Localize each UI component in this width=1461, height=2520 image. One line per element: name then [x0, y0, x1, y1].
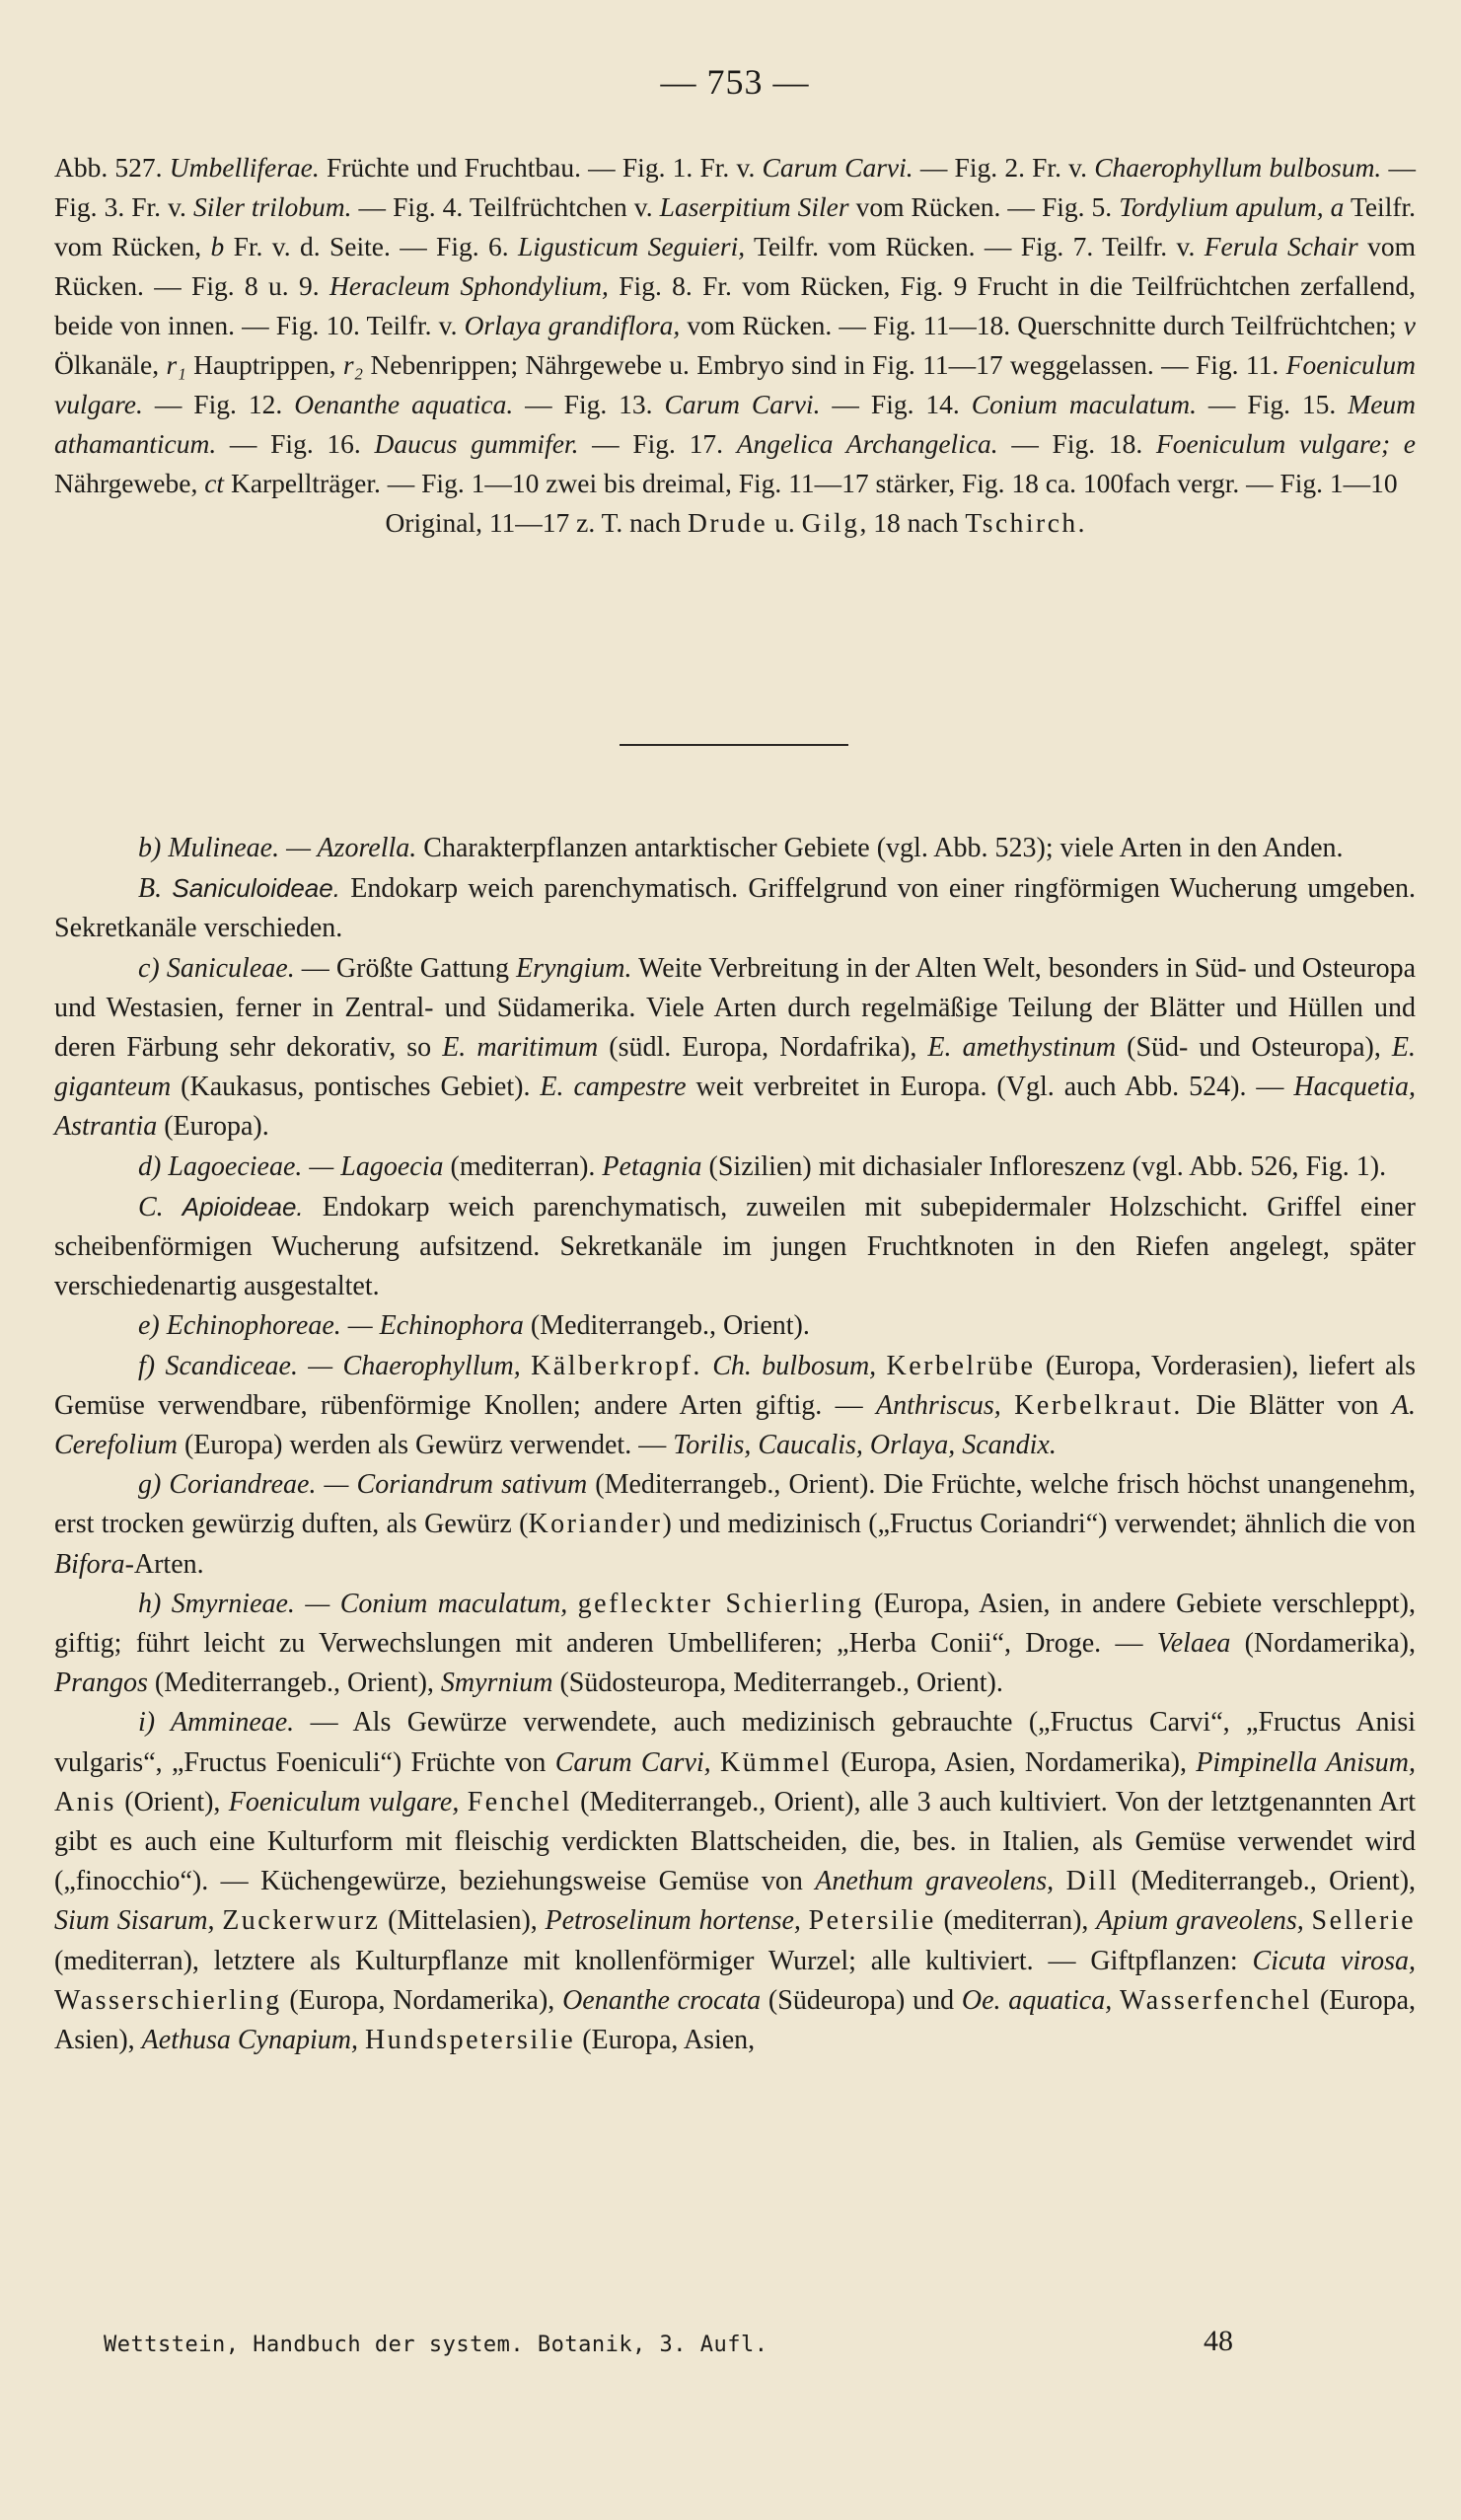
italic-term: Foeniculum vulgare,: [228, 1786, 460, 1817]
italic-term: Petagnia: [602, 1150, 702, 1182]
italic-term: v: [1403, 310, 1416, 340]
italic-term: b) Mulineae. — Azorella.: [138, 833, 417, 863]
italic-term: Siler trilobum.: [192, 191, 352, 222]
italic-term: Oenanthe crocata: [562, 1984, 762, 2016]
paragraph-saniculeae: c) Saniculeae. — Größte Gattung Eryngium. Weite Verbreitung in der Alten Welt, besonders in Süd- und Osteuropa und Westasien, ferner in Zentral- und Südamerika. Viele Arten durch regelmäßige Teilung der Blätter und Hüllen und deren Färbung sehr dekorativ, so E. maritimum (südl. Europa, Nordafrika), E. amethystinum (Süd- und Osteuropa), E. giganteum (Kaukasus, pontisches Gebiet). E. campestre weit verbreitet in Europa. (Vgl. auch Abb. 524). — Hacquetia, Astrantia (Europa).: [54, 952, 1417, 1143]
italic-term: Anethum graveolens,: [815, 1866, 1055, 1897]
spaced-common-name: gefleckter Schierling: [577, 1588, 864, 1619]
spaced-common-name: Kümmel: [719, 1746, 832, 1778]
italic-term: Hacquetia, Astrantia: [54, 1072, 1417, 1143]
italic-term: Oe. aquatica,: [961, 1984, 1113, 2016]
spaced-common-name: Tschirch: [965, 507, 1078, 538]
italic-term: Angelica Archangelica.: [736, 428, 998, 459]
italic-term: Velaea: [1156, 1628, 1231, 1660]
spaced-common-name: Dill: [1065, 1866, 1120, 1897]
italic-term: Aethusa Cynapium,: [141, 2025, 358, 2056]
italic-term: E. maritimum: [442, 1032, 599, 1064]
italic-term: E. campestre: [540, 1072, 687, 1103]
paragraph-scandiceae: f) Scandiceae. — Chaerophyllum, Kälberkropf. Ch. bulbosum, Kerbelrübe (Europa, Vorderasien), liefert als Gemüse verwendbare, rübenförmige Knollen; andere Arten giftig. — Anthriscus, Kerbelkraut. Die Blätter von A. Cerefolium (Europa) werden als Gewürz verwendet. — Torilis, Caucalis, Orlaya, Scandix.: [54, 1350, 1417, 1461]
italic-term: Pimpinella Anisum,: [1196, 1746, 1416, 1778]
book-page: [54, 0, 1416, 2520]
paragraph-ammineae: i) Ammineae. — Als Gewürze verwendete, auch medizinisch gebrauchte („Fructus Carvi“, „Fructus Anisi vulgaris“, „Fructus Foeniculi“) Früchte von Carum Carvi, Kümmel (Europa, Asien, Nordamerika), Pimpinella Anisum, Anis (Orient), Foeniculum vulgare, Fenchel (Mediterrangeb., Orient), alle 3 auch kultiviert. Von der letztgenannten Art gibt es auch eine Kulturform mit fleischig verdickten Blattscheiden, die, bes. in Italien, als Gemüse verwendet wird („finocchio“). — Küchengewürze, beziehungsweise Gemüse von Anethum graveolens, Dill (Mediterrangeb., Orient), Sium Sisarum, Zuckerwurz (Mittelasien), Petroselinum hortense, Petersilie (mediterran), Apium graveolens, Sellerie (mediterran), letztere als Kulturpflanze mit knollenförmiger Wurzel; alle kultiviert. — Giftpflanzen: Cicuta virosa, Wasserschierling (Europa, Nordamerika), Oenanthe crocata (Südeuropa) und Oe. aquatica, Wasserfenchel (Europa, Asien), Aethusa Cynapium, Hundspetersilie (Europa, Asien,: [54, 1707, 1417, 2056]
italic-term: Prangos: [54, 1668, 148, 1699]
spaced-common-name: Koriander: [528, 1509, 663, 1540]
footer-signature-number: 48: [1204, 2325, 1233, 2357]
italic-term: Umbelliferae.: [169, 152, 320, 183]
spaced-common-name: Zuckerwurz: [222, 1905, 381, 1937]
spaced-common-name: Kälberkropf.: [531, 1350, 702, 1381]
italic-term: Torilis, Caucalis, Orlaya, Scandix.: [673, 1430, 1057, 1461]
italic-term: f) Scandiceae. — Chaerophyllum,: [138, 1350, 521, 1381]
italic-term: c) Saniculeae.: [138, 952, 295, 984]
italic-term: Carum Carvi.: [762, 152, 913, 183]
italic-term: Ligusticum Seguieri,: [517, 231, 746, 261]
italic-term: g) Coriandreae. — Coriandrum sativum: [138, 1469, 588, 1501]
italic-term: Conium maculatum.: [971, 389, 1197, 419]
italic-term: e) Echinophoreae. — Echinophora: [138, 1310, 524, 1342]
spaced-common-name: Hundspetersilie: [364, 2025, 576, 2056]
spaced-common-name: Kerbelkraut.: [1014, 1389, 1183, 1421]
subfamily-heading: Saniculoideae.: [172, 873, 340, 904]
paragraph-echinophoreae: e) Echinophoreae. — Echinophora (Mediterrangeb., Orient).: [138, 1310, 810, 1342]
figure-caption: [54, 148, 1416, 543]
italic-term: b: [210, 231, 225, 261]
paragraph-mulineae: b) Mulineae. — Azorella. Charakterpflanzen antarktischer Gebiete (vgl. Abb. 523); viele Arten in den Anden.: [138, 833, 1344, 863]
italic-term: Heracleum Sphondylium,: [329, 270, 609, 301]
italic-term: Cicuta virosa,: [1252, 1945, 1416, 1976]
paragraph-smyrnieae: h) Smyrnieae. — Conium maculatum, gefleckter Schierling (Europa, Asien, in andere Gebiete verschleppt), giftig; führt leicht zu Verwechslungen mit anderen Umbelliferen; „Herba Conii“, Droge. — Velaea (Nordamerika), Prangos (Mediterrangeb., Orient), Smyrnium (Südosteuropa, Mediterrangeb., Orient).: [54, 1588, 1417, 1699]
italic-term: ct: [204, 468, 225, 498]
footer-book-title: Wettstein, Handbuch der system. Botanik, 3. Aufl.: [104, 2333, 768, 2357]
spaced-common-name: Wasserschierling: [54, 1984, 282, 2016]
italic-term: A. Cerefolium: [54, 1389, 1416, 1461]
spaced-common-name: Sellerie: [1311, 1905, 1417, 1937]
spaced-common-name: Drude: [687, 507, 768, 538]
italic-term: Sium Sisarum,: [54, 1905, 215, 1937]
italic-term: Ferula Schair: [1204, 231, 1358, 261]
body-text: [54, 829, 1416, 2060]
page-number: — 753 —: [660, 62, 810, 102]
italic-term: Daucus gummifer.: [374, 428, 579, 459]
section-divider: [620, 744, 848, 746]
subfamily-heading: Apioideae.: [182, 1191, 304, 1222]
italic-term: Petroselinum hortense,: [545, 1905, 801, 1937]
italic-term: Orlaya grandiflora,: [464, 310, 681, 340]
spaced-common-name: Petersilie: [808, 1905, 936, 1937]
italic-term: Tordylium apulum, a: [1119, 191, 1345, 222]
italic-term: E. amethystinum: [927, 1032, 1117, 1064]
italic-term: i) Ammineae.: [138, 1707, 295, 1739]
italic-term: Foeniculum vulgare.: [54, 349, 1416, 419]
italic-term: r₁: [166, 349, 186, 380]
italic-term: Bifora: [54, 1548, 125, 1580]
italic-term: Laserpitium Siler: [659, 191, 849, 222]
italic-term: Smyrnium: [440, 1668, 553, 1699]
spaced-common-name: Anis: [54, 1786, 116, 1817]
italic-term: h) Smyrnieae. — Conium maculatum,: [138, 1588, 568, 1619]
caption-text: Abb. 527. Umbelliferae. Früchte und Fruchtbau. — Fig. 1. Fr. v. Carum Carvi. — Fig. 2. Fr. v. Chaerophyllum bulbosum. — Fig. 3. Fr. v. Siler trilobum. — Fig. 4. Teilfrüchtchen v. Laserpitium Siler vom Rücken. — Fig. 5. Tordylium apulum, a Teilfr. vom Rücken, b Fr. v. d. Seite. — Fig. 6. Ligusticum Seguieri, Teilfr. vom Rücken. — Fig. 7. Teilfr. v. Ferula Schair vom Rücken. — Fig. 8 u. 9. Heracleum Sphondylium, Fig. 8. Fr. vom Rücken, Fig. 9 Frucht in die Teilfrüchtchen zerfallend, beide von innen. — Fig. 10. Teilfr. v. Orlaya grandiflora, vom Rücken. — Fig. 11—18. Querschnitte durch Teilfrüchtchen; v Ölkanäle, r₁ Hauptrippen, r₂ Nebenrippen; Nährgewebe u. Embryo sind in Fig. 11—17 weggelassen. — Fig. 11. Foeniculum vulgare. — Fig. 12. Oenanthe aquatica. — Fig. 13. Carum Carvi. — Fig. 14. Conium maculatum. — Fig. 15. Meum athamanticum. — Fig. 16. Daucus gummifer. — Fig. 17. Angelica Archangelica. — Fig. 18. Foeniculum vulgare; e Nährgewebe, ct Karpellträger. — Fig. 1—10 zwei bis dreimal, Fig. 11—17 stärker, Fig. 18 ca. 100fach vergr. — Fig. 1—10: [54, 152, 1417, 498]
italic-term: Meum athamanticum.: [54, 389, 1417, 459]
spaced-common-name: Wasserfenchel: [1120, 1984, 1313, 2016]
italic-term: d) Lagoecieae. — Lagoecia: [138, 1150, 444, 1182]
italic-term: Carum Carvi,: [554, 1746, 711, 1778]
italic-term: Apium graveolens,: [1096, 1905, 1304, 1937]
italic-term: Carum Carvi.: [664, 389, 821, 419]
italic-term: Chaerophyllum bulbosum.: [1094, 152, 1382, 183]
caption-credit-line: Original, 11—17 z. T. nach Drude u. Gilg, 18 nach Tschirch.: [385, 507, 1085, 538]
italic-term: C.: [138, 1191, 183, 1223]
spaced-common-name: Fenchel: [467, 1786, 572, 1817]
italic-term: B.: [138, 873, 173, 905]
italic-term: E. giganteum: [54, 1032, 1417, 1103]
paragraph-saniculoideae: B. Saniculoideae. Endokarp weich parenchymatisch. Griffelgrund von einer ringförmigen Wucherung umgeben. Sekretkanäle verschieden.: [54, 873, 1417, 944]
paragraph-coriandreae: g) Coriandreae. — Coriandrum sativum (Mediterrangeb., Orient). Die Früchte, welche frisch höchst unangenehm, erst trocken gewürzig duften, als Gewürz (Koriander) und medizinisch („Fructus Coriandri“) verwendet; ähnlich die von Bifora-Arten.: [54, 1469, 1416, 1580]
italic-term: Oenanthe aquatica.: [294, 389, 514, 419]
spaced-common-name: Gilg: [801, 507, 860, 538]
italic-term: Ch. bulbosum,: [712, 1350, 877, 1381]
italic-term: Eryngium.: [516, 952, 632, 984]
spaced-common-name: Kerbelrübe: [886, 1350, 1036, 1381]
italic-term: Anthriscus,: [876, 1389, 1001, 1421]
italic-term: Foeniculum vulgare; e: [1155, 428, 1417, 459]
paragraph-lagoecieae: d) Lagoecieae. — Lagoecia (mediterran). Petagnia (Sizilien) mit dichasialer Infloreszenz (vgl. Abb. 526, Fig. 1).: [138, 1150, 1387, 1182]
italic-term: r₂: [342, 349, 364, 380]
paragraph-apioideae: C. Apioideae. Endokarp weich parenchymatisch, zuweilen mit subepidermaler Holzschicht. Griffel einer scheibenförmigen Wucherung aufsitzend. Sekretkanäle im jungen Fruchtknoten in den Riefen angelegt, später verschiedenartig ausgestaltet.: [54, 1191, 1416, 1302]
